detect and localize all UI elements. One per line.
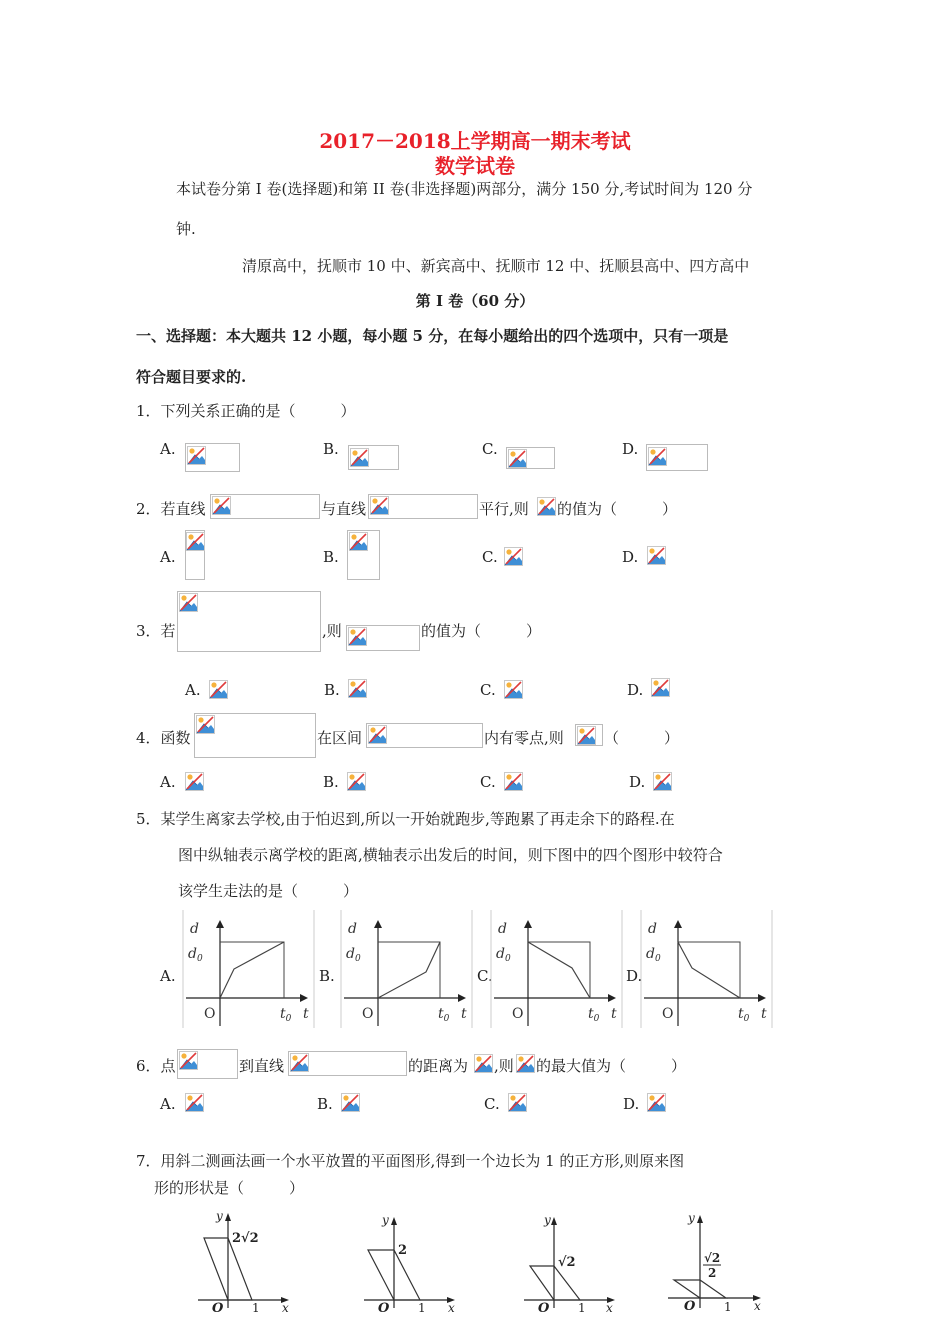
height-numerator: √2	[704, 1251, 721, 1265]
height-label: 2	[398, 1243, 408, 1258]
origin-label: O	[362, 1006, 374, 1022]
q3-text-3: 的值为（ ）	[421, 622, 542, 640]
broken-image-icon	[653, 772, 672, 791]
d0-sub: 0	[504, 954, 511, 964]
q5-option-d: D.	[626, 967, 643, 985]
broken-image-icon	[350, 448, 369, 467]
y-axis-arrow	[225, 1213, 231, 1221]
broken-image-icon	[648, 447, 667, 466]
y-label: d	[648, 921, 657, 937]
one-label: 1	[252, 1301, 260, 1314]
svg-text:t0	[280, 1006, 292, 1024]
q6-text-5: 的最大值为（ ）	[536, 1057, 687, 1075]
origin-label: O	[212, 1301, 224, 1314]
q5-line2: 图中纵轴表示离学校的距离,横轴表示出发后的时间，则下图中的四个图形中较符合	[178, 846, 723, 864]
broken-image-icon	[370, 496, 389, 515]
broken-image-icon	[516, 1054, 535, 1073]
section1-line1: 一、选择题：本大题共 12 小题，每小题 5 分，在每小题给出的四个选项中，只有一项是	[136, 327, 729, 345]
parallelogram	[530, 1266, 580, 1300]
y-axis-arrow	[551, 1217, 557, 1225]
y-label: y	[544, 1213, 551, 1227]
x-axis-arrow	[300, 994, 308, 1002]
d0-label: d	[188, 946, 197, 962]
q4-text-4: （ ）	[604, 729, 680, 747]
intro-text-line2: 钟.	[176, 220, 196, 238]
svg-text:t0	[738, 1006, 750, 1024]
one-label: 1	[418, 1301, 426, 1314]
t-label: t	[303, 1006, 309, 1022]
y-label: y	[688, 1211, 695, 1225]
broken-image-icon	[209, 680, 228, 699]
q6-text-3: 的距离为	[408, 1057, 469, 1075]
y-label: d	[190, 921, 199, 937]
svg-text:d0	[646, 946, 661, 964]
schools-text: 清原高中，抚顺市 10 中、新宾高中、抚顺市 12 中、抚顺县高中、四方高中	[242, 257, 750, 275]
q2-text-1: 2．若直线	[136, 500, 206, 518]
q5-line3: 该学生走法的是（ ）	[178, 882, 359, 900]
y-label: d	[348, 921, 357, 937]
q3-option-b: B.	[324, 681, 340, 699]
broken-image-icon	[179, 1051, 198, 1070]
exam-subtitle: 数学试卷	[435, 154, 515, 178]
one-label: 1	[578, 1301, 586, 1314]
y-label: d	[498, 921, 507, 937]
distance-curve	[528, 942, 590, 998]
q7-line2: 形的形状是（ ）	[154, 1179, 305, 1197]
q6-option-a: A.	[160, 1095, 176, 1113]
d0-label: d	[646, 946, 655, 962]
svg-text:d0	[346, 946, 361, 964]
q7-figure-a	[194, 1208, 298, 1314]
svg-text:t0	[438, 1006, 450, 1024]
svg-text:d0	[496, 946, 511, 964]
q5-graph-a	[176, 910, 316, 1028]
q2-option-a: A.	[160, 548, 176, 566]
y-axis-arrow	[391, 1217, 397, 1225]
q3-option-c: C.	[480, 681, 496, 699]
q1-option-a: A.	[160, 440, 176, 458]
origin-label: O	[204, 1006, 216, 1022]
broken-image-icon	[185, 1093, 204, 1112]
y-axis-arrow	[674, 920, 682, 928]
y-label: y	[216, 1209, 223, 1223]
q5-option-a: A.	[160, 967, 176, 985]
t0-label: t	[738, 1006, 744, 1022]
t0-sub: 0	[743, 1014, 750, 1024]
q3-option-d: D.	[627, 681, 644, 699]
q7-figure-d	[664, 1208, 774, 1314]
y-label: y	[382, 1213, 389, 1227]
height-denominator: 2	[708, 1266, 717, 1280]
t0-sub: 0	[593, 1014, 600, 1024]
t0-label: t	[438, 1006, 444, 1022]
q4-option-d: D.	[629, 773, 646, 791]
d0-sub: 0	[196, 954, 203, 964]
origin-label: O	[662, 1006, 674, 1022]
section1-line2: 符合题目要求的.	[136, 368, 247, 386]
origin-label: O	[512, 1006, 524, 1022]
q2-text-4: 的值为（ ）	[557, 500, 678, 518]
broken-image-icon	[349, 532, 368, 551]
q4-option-b: B.	[323, 773, 339, 791]
q3-text-1: 3．若	[136, 622, 176, 640]
q3-text-2: ,则	[322, 622, 342, 640]
q6-option-d: D.	[623, 1095, 640, 1113]
q5-graph-d	[634, 910, 774, 1028]
broken-image-icon	[537, 497, 556, 516]
q4-text-1: 4．函数	[136, 729, 191, 747]
t-label: t	[761, 1006, 767, 1022]
q2-option-d: D.	[622, 548, 639, 566]
origin-label: O	[538, 1301, 550, 1314]
x-axis-arrow	[458, 994, 466, 1002]
q2-text-3: 平行,则	[479, 500, 529, 518]
one-label: 1	[724, 1300, 732, 1314]
q7-line1: 7．用斜二测画法画一个水平放置的平面图形,得到一个边长为 1 的正方形,则原来图	[136, 1152, 685, 1170]
distance-curve	[678, 942, 740, 998]
q6-option-b: B.	[317, 1095, 333, 1113]
broken-image-icon	[185, 772, 204, 791]
x-label: x	[448, 1301, 455, 1314]
origin-label: O	[684, 1299, 696, 1314]
y-axis-arrow	[524, 920, 532, 928]
broken-image-icon	[196, 715, 215, 734]
broken-image-icon	[348, 627, 367, 646]
q5-graph-c	[484, 910, 624, 1028]
x-label: x	[606, 1301, 613, 1314]
x-label: x	[754, 1299, 761, 1313]
q5-option-c: C.	[477, 967, 493, 985]
q7-figure-b	[360, 1208, 464, 1314]
t0-label: t	[280, 1006, 286, 1022]
broken-image-icon	[474, 1054, 493, 1073]
height-label: √2	[558, 1255, 576, 1270]
y-axis-arrow	[697, 1215, 703, 1223]
q7-figure-c	[520, 1208, 624, 1314]
q6-option-c: C.	[484, 1095, 500, 1113]
x-label: x	[282, 1301, 289, 1314]
reference-box	[220, 942, 284, 998]
broken-image-icon	[504, 680, 523, 699]
d0-sub: 0	[354, 954, 361, 964]
y-axis-arrow	[374, 920, 382, 928]
q6-text-1: 6．点	[136, 1057, 176, 1075]
broken-image-icon	[577, 726, 596, 745]
distance-curve	[220, 942, 284, 998]
q4-option-c: C.	[480, 773, 496, 791]
broken-image-icon	[647, 546, 666, 565]
broken-image-icon	[368, 725, 387, 744]
q3-image-frame-1	[177, 591, 321, 652]
q1-option-b: B.	[323, 440, 339, 458]
t0-label: t	[588, 1006, 594, 1022]
broken-image-icon	[651, 678, 670, 697]
x-axis-arrow	[608, 994, 616, 1002]
broken-image-icon	[347, 772, 366, 791]
d0-label: d	[346, 946, 355, 962]
q4-text-2: 在区间	[317, 729, 363, 747]
t0-sub: 0	[285, 1014, 292, 1024]
x-axis-arrow	[758, 994, 766, 1002]
intro-text-line1: 本试卷分第 I 卷(选择题)和第 II 卷(非选择题)两部分，满分 150 分,考试时间为 120 分	[176, 180, 753, 198]
broken-image-icon	[504, 772, 523, 791]
origin-label: O	[378, 1301, 390, 1314]
d0-sub: 0	[654, 954, 661, 964]
y-axis-arrow	[216, 920, 224, 928]
t-label: t	[611, 1006, 617, 1022]
q1-option-c: C.	[482, 440, 498, 458]
reference-box	[528, 942, 590, 998]
broken-image-icon	[186, 532, 205, 551]
q3-option-a: A.	[185, 681, 201, 699]
distance-curve	[378, 942, 440, 998]
q6-text-2: 到直线	[239, 1057, 285, 1075]
broken-image-icon	[290, 1053, 309, 1072]
q1-option-d: D.	[622, 440, 639, 458]
q2-option-b: B.	[323, 548, 339, 566]
broken-image-icon	[508, 1093, 527, 1112]
q4-text-3: 内有零点,则	[484, 729, 564, 747]
q5-option-b: B.	[319, 967, 335, 985]
q1-stem: 1．下列关系正确的是（ ）	[136, 402, 356, 420]
broken-image-icon	[504, 547, 523, 566]
broken-image-icon	[647, 1093, 666, 1112]
t0-sub: 0	[443, 1014, 450, 1024]
part1-heading: 第 I 卷（60 分）	[415, 292, 535, 310]
broken-image-icon	[348, 679, 367, 698]
exam-title: 2017－2018上学期高一期末考试	[319, 129, 631, 153]
broken-image-icon	[212, 496, 231, 515]
broken-image-icon	[179, 593, 198, 612]
d0-label: d	[496, 946, 505, 962]
q2-option-c: C.	[482, 548, 498, 566]
q4-option-a: A.	[160, 773, 176, 791]
reference-box	[678, 942, 740, 998]
broken-image-icon	[187, 446, 206, 465]
broken-image-icon	[341, 1093, 360, 1112]
q5-line1: 5．某学生离家去学校,由于怕迟到,所以一开始就跑步,等跑累了再走余下的路程.在	[136, 810, 675, 828]
svg-text:t0	[588, 1006, 600, 1024]
reference-box	[378, 942, 440, 998]
q2-text-2: 与直线	[321, 500, 367, 518]
height-label: 2√2	[232, 1231, 259, 1246]
svg-text:d0	[188, 946, 203, 964]
q5-graph-b	[334, 910, 474, 1028]
t-label: t	[461, 1006, 467, 1022]
broken-image-icon	[508, 449, 527, 468]
q6-text-4: ,则	[494, 1057, 514, 1075]
